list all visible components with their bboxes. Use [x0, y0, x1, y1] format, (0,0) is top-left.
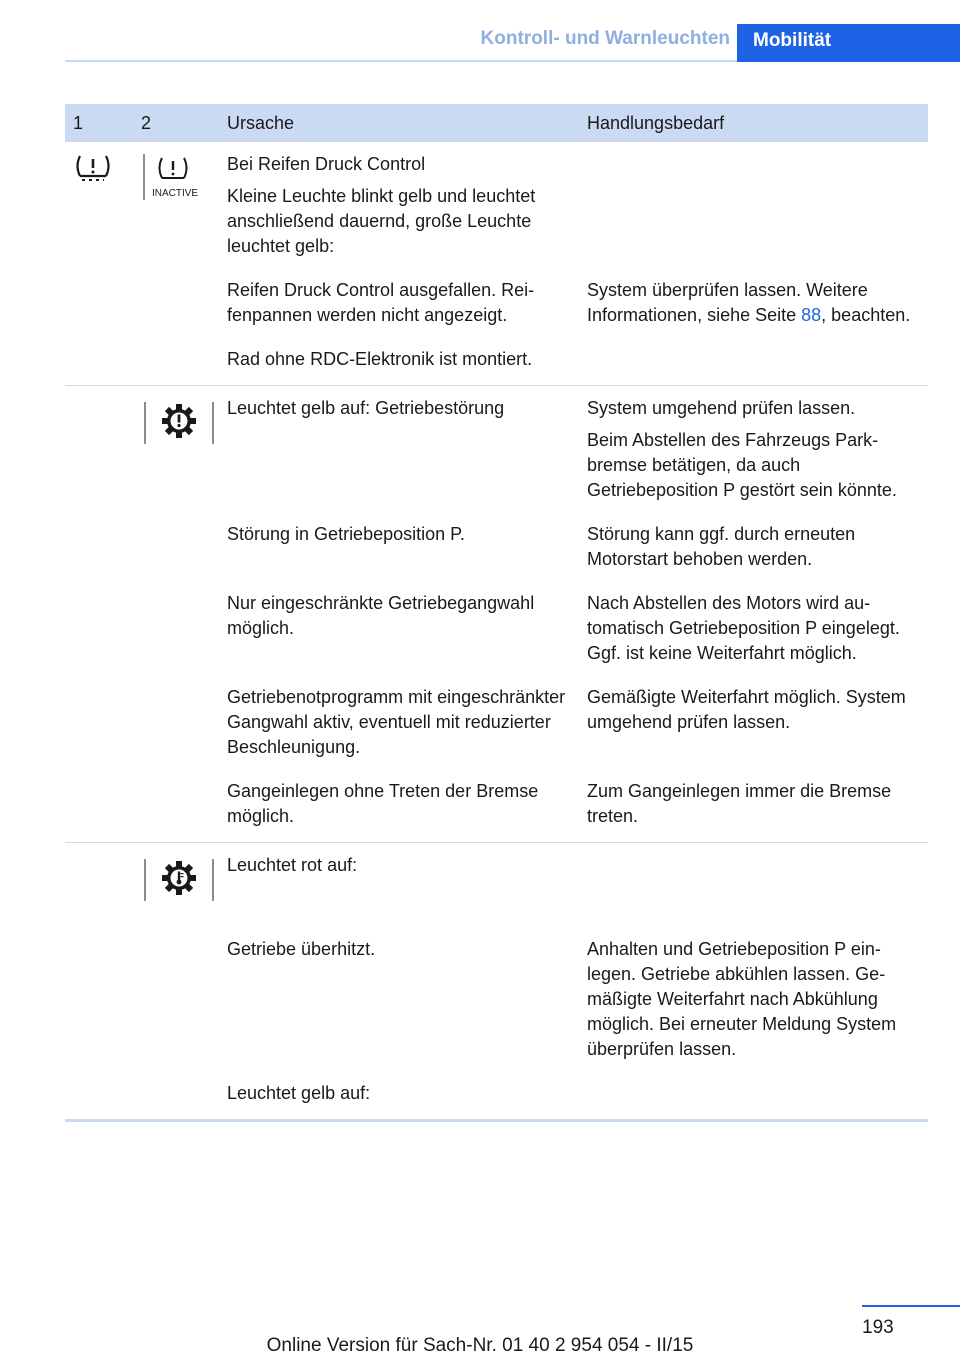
table-row-gearbox-temperature	[65, 843, 928, 1122]
footer-version: Online Version für Sach-Nr. 01 40 2 954 054 - II/15	[266, 1335, 694, 1356]
page-number: 193	[862, 1317, 894, 1338]
gearbox-cause-malfunction: Leuchtet gelb auf: Getriebestörung	[227, 398, 505, 418]
warning-lights-table	[65, 104, 928, 1122]
column-header-action: Handlungsbedarf	[587, 112, 725, 133]
section-title: Kontroll- und Warnleuchten	[480, 28, 730, 49]
column-header-1: 1	[73, 112, 84, 133]
gearbox-action-press-brake: Zum Gangeinlegen immer die Bremse treten.	[587, 781, 892, 826]
tire-pressure-warning-icon	[65, 152, 133, 266]
gearbox-action-moderate-driving: Gemäßigte Weiterfahrt möglich. System umgehend prüfen lassen.	[587, 687, 906, 732]
gearbox-temp-cause-red: Leuchtet rot auf:	[227, 855, 358, 875]
table-row-rdc	[65, 142, 928, 386]
rdc-title: Bei Reifen Druck Control	[227, 154, 426, 174]
gearbox-temp-cause-overheated: Getriebe überhitzt.	[227, 939, 376, 959]
tire-pressure-inactive-icon	[133, 152, 218, 266]
gearbox-malfunction-icon	[133, 396, 218, 510]
gearbox-temperature-icon	[133, 853, 218, 903]
header-divider	[65, 60, 737, 62]
rdc-cause-wheel: Rad ohne RDC-Elektronik ist montiert.	[227, 349, 533, 369]
rdc-action-check: System überprüfen lassen. Weitere Informationen, siehe Seite 88, beachten.	[587, 280, 911, 325]
chapter-tab: Mobilität	[737, 24, 960, 62]
gearbox-cause-position-p: Störung in Getriebeposition P.	[227, 524, 465, 544]
table-header	[65, 104, 928, 142]
gearbox-action-restart: Störung kann ggf. durch erneuten Motorstart behoben werden.	[587, 524, 856, 569]
gearbox-action-check: System umgehend prüfen lassen.	[587, 398, 856, 418]
gearbox-cause-emergency-program: Getriebenotprogramm mit eingeschränkter Gangwahl aktiv, eventuell mit reduzierter Beschleunigung.	[227, 687, 566, 757]
gearbox-temp-cause-yellow: Leuchtet gelb auf:	[227, 1083, 371, 1103]
gearbox-action-parking-brake: Beim Abstellen des Fahrzeugs Parkbremse betätigen, da auch Getriebeposition P gestört sein könnte.	[587, 430, 897, 500]
svg-text:INACTIVE: INACTIVE	[151, 188, 199, 199]
rdc-description: Kleine Leuchte blinkt gelb und leuchtet anschließend dauernd, große Leuchte leuchtet gelb:	[227, 186, 536, 256]
page-reference-link[interactable]: 88	[801, 305, 822, 325]
page-number-rule	[862, 1305, 960, 1307]
gearbox-cause-no-brake: Gangeinlegen ohne Treten der Bremse möglich.	[227, 781, 539, 826]
column-header-cause: Ursache	[227, 112, 295, 133]
rdc-cause-failed: Reifen Druck Control ausgefallen. Reifenpannen werden nicht angezeigt.	[227, 280, 535, 325]
table-row-gearbox-malfunction	[65, 386, 928, 843]
gearbox-action-auto-p: Nach Abstellen des Motors wird automatisch Getriebeposition P eingelegt. Ggf. ist keine Weiterfahrt möglich.	[587, 593, 900, 663]
gearbox-cause-limited-selection: Nur eingeschränkte Getriebegangwahl möglich.	[227, 593, 535, 638]
column-header-2: 2	[141, 112, 152, 133]
gearbox-temp-action-stop: Anhalten und Getriebeposition P einlegen. Getriebe abkühlen lassen. Gemäßigte Weiterfahrt nach Abkühlung möglich. Bei erneuter Meldung System überprüfen lassen.	[587, 939, 897, 1059]
